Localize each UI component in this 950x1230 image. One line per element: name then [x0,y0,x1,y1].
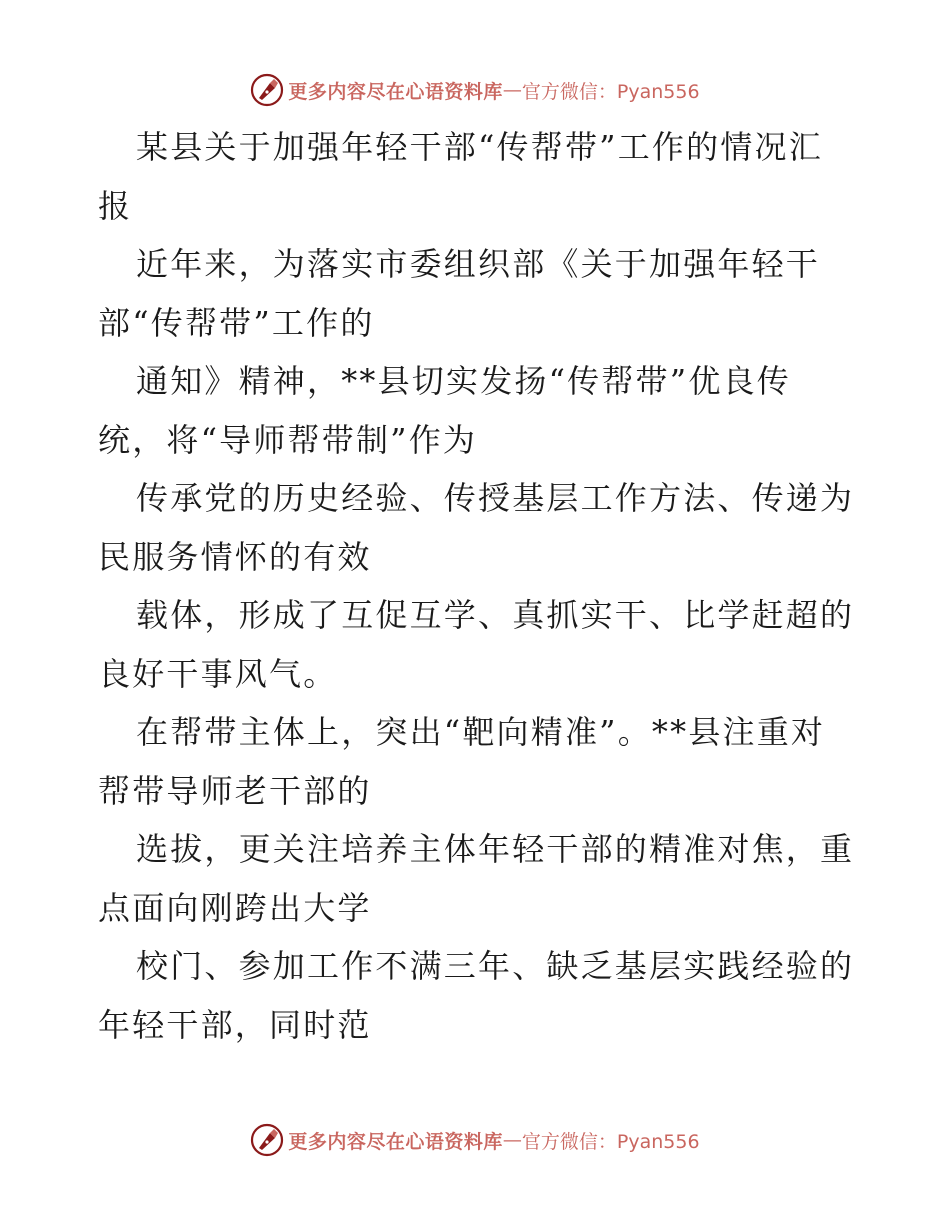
paragraph-line: 统，将“导师帮带制”作为 [98,420,478,459]
paragraph-line: 通知》精神，**县切实发扬“传帮带”优良传 [136,362,791,400]
banner-dash: — [502,1129,522,1151]
title-line-1: 某县关于加强年轻干部“传帮带”工作的情况汇 [136,128,823,166]
paragraph-line: 部“传帮带”工作的 [98,303,375,342]
paragraph-line: 在帮带主体上，突出“靶向精准”。**县注重对 [136,713,826,751]
banner-wechat-text: 官方微信：Pyan556 [521,80,700,103]
pen-nib-logo-icon [250,73,284,107]
document-body [98,118,858,1054]
pen-nib-logo-icon [250,1123,284,1157]
header-banner [0,70,950,110]
paragraph-line: 良好干事风气。 [98,654,338,693]
paragraph-line: 近年来，为落实市委组织部《关于加强年轻干 [136,245,821,283]
paragraph-line: 传承党的历史经验、传授基层工作方法、传递为 [136,479,855,517]
banner-wechat-text: 官方微信：Pyan556 [521,1130,700,1153]
paragraph-line: 年轻干部，同时范 [98,1005,372,1044]
footer-banner [0,1120,950,1160]
paragraph-line: 校门、参加工作不满三年、缺乏基层实践经验的 [136,947,855,985]
title-line-2: 报 [98,186,133,225]
paragraph-line: 载体，形成了互促互学、真抓实干、比学赶超的 [136,596,855,634]
paragraph-line: 选拔，更关注培养主体年轻干部的精准对焦，重 [136,830,855,868]
banner-site-text: 更多内容尽在心语资料库 [288,1130,503,1153]
paragraph-line: 民服务情怀的有效 [98,537,372,576]
paragraph-line: 帮带导师老干部的 [98,771,372,810]
banner-site-text: 更多内容尽在心语资料库 [288,80,503,103]
banner-dash: — [502,79,522,101]
paragraph-line: 点面向刚跨出大学 [98,888,372,927]
